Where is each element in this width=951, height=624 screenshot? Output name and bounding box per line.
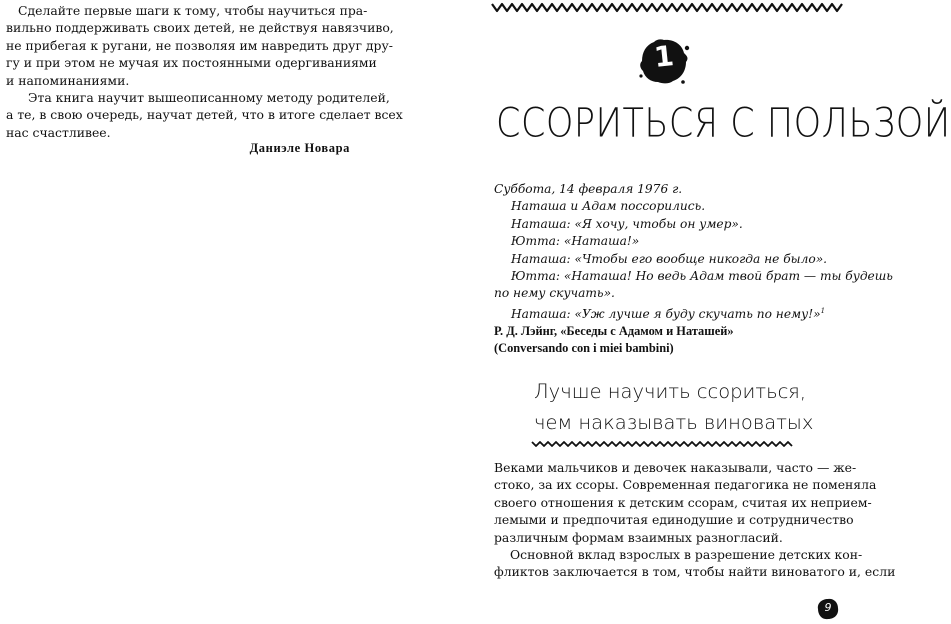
text-line: фликтов заключается в том, чтобы найти виноватого и, если (494, 564, 896, 580)
top-zigzag-border (492, 2, 846, 14)
text-line: гу и при этом не мучая их постоянными одергиваниями (6, 55, 377, 71)
text-line: Эта книга научит вышеописанному методу родителей, (28, 90, 390, 105)
left-paragraph-1 (6, 2, 394, 89)
text-line: Веками мальчиков и девочек наказывали, часто — же- (494, 460, 857, 475)
text-line: и напоминаниями. (6, 72, 130, 88)
epigraph-date: Суббота, 14 февраля 1976 г. (494, 182, 683, 196)
text-line: нас счастливее. (6, 124, 111, 140)
epigraph-line: Ютта: «Наташа! Но ведь Адам твой брат — ты будешь (511, 269, 893, 284)
section-title-line-2: чем наказывать виноватых (534, 411, 814, 434)
epigraph-line: Наташа: «Уж лучше я буду скучать по нему!»$^1$ (511, 306, 826, 321)
left-paragraph-2 (6, 89, 403, 141)
epigraph-line: по нему скучать». (494, 286, 615, 301)
text-line: стоко, за их ссоры. Современная педагогика не поменяла (494, 477, 877, 493)
epigraph-source (494, 323, 814, 358)
chapter-title: ССОРИТЬСЯ С ПОЛЬЗОЙ (496, 101, 951, 147)
author-signature: Даниэле Новара (249, 141, 350, 155)
text-line: Основной вклад взрослых в разрешение детских кон- (510, 547, 863, 562)
chapter-number: 1 (652, 39, 676, 74)
text-line: вильно поддерживать своих детей, не действуя навязчиво, (6, 20, 394, 36)
right-page (424, 0, 951, 624)
body-paragraph-2 (494, 546, 896, 581)
text-line: а те, в свою очередь, научат детей, что в итоге сделает всех (6, 107, 403, 123)
text-line: Сделайте первые шаги к тому, чтобы научиться пра- (18, 3, 368, 18)
section-zigzag-underline (532, 440, 794, 448)
epigraph-line: Ютта: «Наташа!» (511, 234, 640, 249)
epigraph (494, 181, 893, 323)
text-line: не прибегая к ругани, не позволяя им навредить друг дру- (6, 37, 393, 53)
epigraph-line: Наташа: «Я хочу, чтобы он умер». (511, 216, 743, 231)
epigraph-line: Наташа: «Чтобы его вообще никогда не было». (511, 251, 828, 266)
text-line: различным формам взаимных разногласий. (494, 529, 783, 545)
footnote-mark: 1 (820, 306, 826, 315)
page-number: 9 (824, 601, 832, 614)
source-line: (Conversando con i miei bambini) (494, 341, 674, 356)
left-page (0, 0, 424, 624)
section-title-line-1: Лучше научить ссориться, (534, 380, 807, 403)
body-paragraph-1 (494, 459, 877, 546)
source-line: Р. Д. Лэйнг, «Беседы с Адамом и Наташей» (494, 324, 734, 338)
text-line: лемыми и предпочитая единодушие и сотрудничество (494, 512, 854, 528)
epigraph-line: Наташа и Адам поссорились. (511, 199, 706, 214)
text-line: своего отношения к детским ссорам, считая их неприем- (494, 494, 872, 510)
